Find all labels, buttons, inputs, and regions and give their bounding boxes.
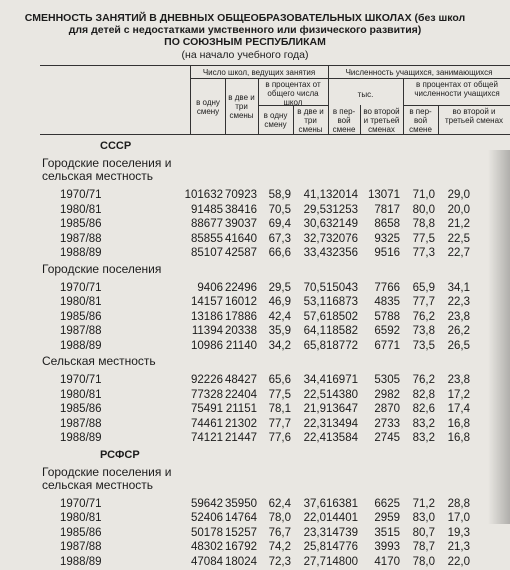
value-cell: 4170 — [374, 555, 400, 568]
value-cell: 85107 — [191, 247, 223, 259]
value-cell: 22496 — [225, 281, 257, 294]
table-row — [0, 338, 510, 354]
value-cell: 53,1 — [303, 296, 326, 308]
value-cell: 82,8 — [412, 388, 435, 401]
value-cell: 78,7 — [412, 541, 435, 553]
value-cell: 2733 — [374, 417, 400, 430]
value-cell: 70,5 — [268, 203, 291, 216]
value-cell: 73,5 — [412, 339, 435, 352]
value-cell: 22,5 — [447, 232, 470, 245]
value-cell: 32076 — [326, 232, 358, 245]
value-cell: 14764 — [225, 512, 257, 524]
page-gutter-shadow — [488, 150, 510, 524]
value-cell: 78,0 — [412, 555, 435, 568]
value-cell: 91485 — [191, 203, 223, 216]
value-cell: 34,2 — [268, 339, 291, 352]
value-cell: 2959 — [374, 512, 400, 524]
value-cell: 37,6 — [303, 497, 326, 510]
header-one-shift: в одну смену — [196, 98, 220, 116]
group-label: Городские поселения и — [42, 464, 172, 479]
value-cell: 83,2 — [412, 417, 435, 430]
header-thousands: тыс. — [357, 90, 374, 99]
value-cell: 64,1 — [303, 325, 326, 337]
year-cell: 1988/89 — [60, 339, 102, 352]
table-row — [0, 554, 510, 570]
value-cell: 23,3 — [303, 526, 326, 539]
value-cell: 9406 — [197, 281, 223, 294]
value-cell: 4835 — [374, 296, 400, 308]
value-cell: 18024 — [225, 555, 257, 568]
header-top-rule — [40, 65, 510, 66]
header-first-shift: в пер-вой смене — [332, 107, 356, 134]
value-cell: 21,9 — [303, 403, 326, 415]
value-cell: 15043 — [326, 281, 358, 294]
value-cell: 3515 — [374, 526, 400, 539]
value-cell: 5788 — [374, 310, 400, 323]
value-cell: 65,9 — [412, 281, 435, 294]
value-cell: 13186 — [191, 310, 223, 323]
value-cell: 59642 — [191, 497, 223, 510]
value-cell: 101632 — [184, 189, 223, 201]
year-cell: 1985/86 — [60, 403, 102, 415]
value-cell: 77,6 — [268, 432, 291, 444]
table-title-line-3: ПО СОЮЗНЫМ РЕСПУБЛИКАМ — [164, 36, 326, 48]
value-cell: 10986 — [191, 339, 223, 352]
value-cell: 77,3 — [412, 247, 435, 259]
group-label: Городские поселения и — [42, 156, 172, 170]
value-cell: 14800 — [326, 555, 358, 568]
value-cell: 22,3 — [303, 417, 326, 430]
value-cell: 30,6 — [303, 218, 326, 230]
value-cell: 13071 — [368, 189, 400, 201]
value-cell: 21302 — [225, 417, 257, 430]
value-cell: 16971 — [326, 374, 358, 386]
value-cell: 57,6 — [303, 310, 326, 323]
value-cell: 2745 — [374, 432, 400, 444]
value-cell: 13584 — [326, 432, 358, 444]
value-cell: 83,2 — [412, 432, 435, 444]
value-cell: 6592 — [374, 325, 400, 337]
value-cell: 34,4 — [303, 374, 326, 386]
value-cell: 3993 — [374, 541, 400, 553]
value-cell: 82,6 — [412, 403, 435, 415]
year-cell: 1970/71 — [60, 497, 102, 510]
year-cell: 1980/81 — [60, 388, 102, 401]
value-cell: 22,7 — [447, 247, 470, 259]
value-cell: 73,8 — [412, 325, 435, 337]
value-cell: 46,9 — [268, 296, 291, 308]
value-cell: 41,1 — [303, 189, 326, 201]
value-cell: 15257 — [225, 526, 257, 539]
value-cell: 67,3 — [268, 232, 291, 245]
value-cell: 77328 — [191, 388, 223, 401]
value-cell: 58,9 — [268, 189, 291, 201]
group-label: Сельская местность — [42, 354, 156, 368]
value-cell: 32356 — [326, 247, 358, 259]
value-cell: 35950 — [225, 497, 257, 510]
header-pct-schools: в процентах от общего числа школ — [265, 80, 321, 107]
value-cell: 77,5 — [412, 232, 435, 245]
value-cell: 19,3 — [447, 526, 470, 539]
header-students: Численность учащихся, занимающихся — [345, 68, 493, 77]
value-cell: 17,4 — [447, 403, 470, 415]
value-cell: 11394 — [191, 325, 223, 337]
value-cell: 77,5 — [268, 388, 291, 401]
header-two-three-shifts: в две и три смены — [228, 93, 255, 120]
value-cell: 14157 — [191, 296, 223, 308]
table-title-line-1: СМЕННОСТЬ ЗАНЯТИЙ В ДНЕВНЫХ ОБЩЕОБРАЗОВАТЕЛЬНЫХ ШКОЛАХ (без школ — [24, 12, 466, 24]
value-cell: 48302 — [191, 541, 223, 553]
value-cell: 20,0 — [447, 203, 470, 216]
header-first-shift-pct: в пер-вой смене — [409, 107, 432, 134]
value-cell: 80,0 — [412, 203, 435, 216]
value-cell: 70,5 — [303, 281, 326, 294]
value-cell: 22,3 — [447, 296, 470, 308]
value-cell: 21,2 — [447, 218, 470, 230]
value-cell: 5305 — [374, 374, 400, 386]
value-cell: 22,5 — [303, 388, 326, 401]
header-schools: Число школ, ведущих занятия — [202, 68, 316, 77]
value-cell: 14739 — [326, 526, 358, 539]
section-heading: СССР — [100, 140, 132, 152]
value-cell: 41640 — [225, 232, 257, 245]
value-cell: 6771 — [374, 339, 400, 352]
header-two-three-pct: в две и три смены — [297, 107, 324, 134]
value-cell: 22,0 — [447, 555, 470, 568]
value-cell: 83,0 — [412, 512, 435, 524]
value-cell: 75491 — [191, 403, 223, 415]
year-cell: 1987/88 — [60, 417, 102, 430]
year-cell: 1988/89 — [60, 432, 102, 444]
value-cell: 80,7 — [412, 526, 435, 539]
value-cell: 71,0 — [412, 189, 435, 201]
value-cell: 85855 — [191, 232, 223, 245]
value-cell: 34,1 — [447, 281, 470, 294]
value-cell: 77,7 — [268, 417, 291, 430]
value-cell: 78,8 — [412, 218, 435, 230]
value-cell: 17886 — [225, 310, 257, 323]
value-cell: 72,3 — [268, 555, 291, 568]
value-cell: 20338 — [225, 325, 257, 337]
header-second-third: во второй и третьей сменах — [363, 107, 400, 134]
value-cell: 18502 — [326, 310, 358, 323]
year-cell: 1985/86 — [60, 526, 102, 539]
value-cell: 66,6 — [268, 247, 291, 259]
value-cell: 88677 — [191, 218, 223, 230]
value-cell: 47084 — [191, 555, 223, 568]
value-cell: 42,4 — [268, 310, 291, 323]
value-cell: 29,0 — [447, 189, 470, 201]
value-cell: 32,7 — [303, 232, 326, 245]
value-cell: 2870 — [374, 403, 400, 415]
value-cell: 77,7 — [412, 296, 435, 308]
value-cell: 42587 — [225, 247, 257, 259]
value-cell: 9325 — [374, 232, 400, 245]
value-cell: 17,2 — [447, 388, 470, 401]
value-cell: 16873 — [326, 296, 358, 308]
value-cell: 2982 — [374, 388, 400, 401]
value-cell: 78,0 — [268, 512, 291, 524]
value-cell: 21140 — [225, 339, 257, 352]
value-cell: 62,4 — [268, 497, 291, 510]
table-row — [0, 430, 510, 446]
value-cell: 13647 — [326, 403, 358, 415]
value-cell: 26,5 — [447, 339, 470, 352]
table-subtitle: (на начало учебного года) — [181, 49, 309, 61]
year-cell: 1970/71 — [60, 281, 102, 294]
year-cell: 1985/86 — [60, 310, 102, 323]
value-cell: 23,8 — [447, 374, 470, 386]
value-cell: 28,8 — [447, 497, 470, 510]
value-cell: 48427 — [225, 374, 257, 386]
year-cell: 1987/88 — [60, 541, 102, 553]
value-cell: 7766 — [374, 281, 400, 294]
value-cell: 38416 — [225, 203, 257, 216]
value-cell: 76,7 — [268, 526, 291, 539]
value-cell: 21,3 — [447, 541, 470, 553]
value-cell: 33,4 — [303, 247, 326, 259]
group-label: сельская местность — [42, 477, 154, 492]
year-cell: 1988/89 — [60, 555, 102, 568]
year-cell: 1987/88 — [60, 325, 102, 337]
header-mid-rule — [190, 78, 510, 79]
group-label: сельская местность — [42, 169, 154, 183]
value-cell: 65,8 — [303, 339, 326, 352]
value-cell: 21447 — [225, 432, 257, 444]
value-cell: 22404 — [225, 388, 257, 401]
value-cell: 31253 — [326, 203, 358, 216]
value-cell: 27,7 — [303, 555, 326, 568]
value-cell: 18582 — [326, 325, 358, 337]
value-cell: 22,0 — [303, 512, 326, 524]
value-cell: 74121 — [191, 432, 223, 444]
value-cell: 21151 — [225, 403, 257, 415]
value-cell: 39037 — [225, 218, 257, 230]
value-cell: 9516 — [374, 247, 400, 259]
header-pct-students: в процентах от общей численности учащихся — [414, 80, 500, 98]
value-cell: 16792 — [225, 541, 257, 553]
table-title-line-2: для детей с недостатками умственного или физического развития) — [68, 24, 422, 36]
value-cell: 78,1 — [268, 403, 291, 415]
group-label: Городские поселения — [42, 261, 162, 276]
table-row — [0, 245, 510, 261]
value-cell: 22,4 — [303, 432, 326, 444]
value-cell: 16,8 — [447, 432, 470, 444]
value-cell: 14380 — [326, 388, 358, 401]
header-sub-rule-students — [403, 105, 510, 106]
value-cell: 70923 — [225, 189, 257, 201]
value-cell: 50178 — [191, 526, 223, 539]
header-bottom-rule — [40, 134, 510, 135]
section-heading: РСФСР — [100, 448, 140, 461]
value-cell: 76,2 — [412, 374, 435, 386]
value-cell: 92226 — [191, 374, 223, 386]
value-cell: 6625 — [374, 497, 400, 510]
year-cell: 1980/81 — [60, 203, 102, 216]
value-cell: 52406 — [191, 512, 223, 524]
value-cell: 65,6 — [268, 374, 291, 386]
value-cell: 29,5 — [303, 203, 326, 216]
value-cell: 18772 — [326, 339, 358, 352]
year-cell: 1985/86 — [60, 218, 102, 230]
value-cell: 14401 — [326, 512, 358, 524]
value-cell: 71,2 — [412, 497, 435, 510]
value-cell: 69,4 — [268, 218, 291, 230]
value-cell: 25,8 — [303, 541, 326, 553]
value-cell: 8658 — [374, 218, 400, 230]
value-cell: 17,0 — [447, 512, 470, 524]
value-cell: 32149 — [326, 218, 358, 230]
value-cell: 13494 — [326, 417, 358, 430]
value-cell: 74,2 — [268, 541, 291, 553]
header-second-third-pct: во второй и третьей сменах — [444, 107, 504, 125]
year-cell: 1987/88 — [60, 232, 102, 245]
value-cell: 16381 — [326, 497, 358, 510]
value-cell: 7817 — [374, 203, 400, 216]
value-cell: 29,5 — [268, 281, 291, 294]
value-cell: 32014 — [326, 189, 358, 201]
value-cell: 23,8 — [447, 310, 470, 323]
year-cell: 1980/81 — [60, 512, 102, 524]
year-cell: 1970/71 — [60, 189, 102, 201]
value-cell: 35,9 — [268, 325, 291, 337]
value-cell: 16012 — [225, 296, 257, 308]
value-cell: 74461 — [191, 417, 223, 430]
value-cell: 26,2 — [447, 325, 470, 337]
year-cell: 1980/81 — [60, 296, 102, 308]
year-cell: 1970/71 — [60, 374, 102, 386]
value-cell: 16,8 — [447, 417, 470, 430]
year-cell: 1988/89 — [60, 247, 102, 259]
value-cell: 76,2 — [412, 310, 435, 323]
value-cell: 14776 — [326, 541, 358, 553]
header-one-shift-pct: в одну смену — [263, 111, 288, 129]
